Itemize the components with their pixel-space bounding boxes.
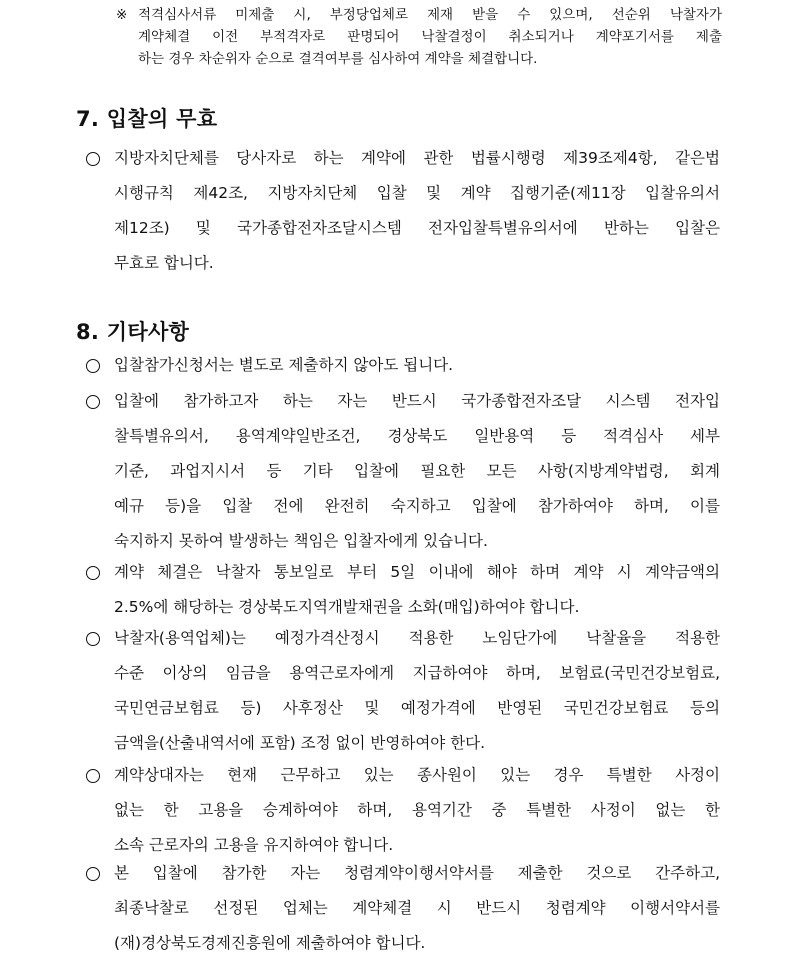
circle-bullet-icon	[86, 769, 100, 783]
section-8-heading: 8. 기타사항	[76, 320, 190, 344]
item-line: 수준 이상의 임금을 용역근로자에게 지급하여야 하며, 보험료(국민건강보험료,	[114, 664, 720, 682]
item-line: 계약 체결은 낙찰자 통보일로 부터 5일 이내에 해야 하며 계약 시 계약금액의	[114, 563, 720, 581]
item-line: 본 입찰에 참가한 자는 청렴계약이행서약서를 제출한 것으로 간주하고,	[114, 864, 720, 882]
note-line: 하는 경우 차순위자 순으로 결격여부를 심사하여 계약을 체결합니다.	[138, 51, 538, 67]
item-line: 소속 근로자의 고용을 유지하여야 합니다.	[114, 836, 394, 854]
item-line: 국민연금보험료 등) 사후정산 및 예정가격에 반영된 국민건강보험료 등의	[114, 699, 720, 717]
circle-bullet-icon	[86, 632, 100, 646]
item-line: 입찰에 참가하고자 하는 자는 반드시 국가종합전자조달 시스템 전자입	[114, 392, 720, 410]
item-line: (재)경상북도경제진흥원에 제출하여야 합니다.	[114, 934, 426, 952]
section-7-heading: 7. 입찰의 무효	[76, 107, 218, 131]
reference-mark-icon: ※	[116, 7, 128, 23]
item-line: 낙찰자(용역업체)는 예정가격산정시 적용한 노임단가에 낙찰율을 적용한	[114, 629, 720, 647]
section-8-item-6	[86, 863, 720, 968]
item-line: 입찰참가신청서는 별도로 제출하지 않아도 됩니다.	[114, 356, 454, 374]
item-line: 예규 등)을 입찰 전에 완전히 숙지하고 입찰에 참가하여야 하며, 이를	[114, 497, 720, 515]
circle-bullet-icon	[86, 566, 100, 580]
item-line: 없는 한 고용을 승계하여야 하며, 용역기간 중 특별한 사정이 없는 한	[114, 801, 720, 819]
circle-bullet-icon	[86, 395, 100, 409]
section-7-item-1	[86, 148, 720, 288]
item-line: 기준, 과업지시서 등 기타 입찰에 필요한 모든 사항(지방계약법령, 회계	[114, 462, 720, 480]
item-line: 2.5%에 해당하는 경상북도지역개발채권을 소화(매입)하여야 합니다.	[114, 598, 580, 616]
circle-bullet-icon	[86, 867, 100, 881]
circle-bullet-icon	[86, 359, 100, 373]
section-8-item-4	[86, 628, 720, 768]
disqualification-note	[116, 4, 722, 70]
item-line: 제12조) 및 국가종합전자조달시스템 전자입찰특별유의서에 반하는 입찰은	[114, 219, 720, 237]
item-line: 최종낙찰로 선정된 업체는 계약체결 시 반드시 청렴계약 이행서약서를	[114, 899, 720, 917]
section-8-item-5	[86, 765, 720, 870]
note-line: 적격심사서류 미제출 시, 부정당업체로 제재 받을 수 있으며, 선순위 낙찰자가	[138, 7, 722, 23]
item-line: 시행규칙 제42조, 지방자치단체 입찰 및 계약 집행기준(제11장 입찰유의서	[114, 184, 720, 202]
section-8-item-1	[86, 355, 720, 390]
section-8-item-3	[86, 562, 720, 632]
item-line: 숙지하지 못하여 발생하는 책임은 입찰자에게 있습니다.	[114, 532, 488, 550]
item-line: 찰특별유의서, 용역계약일반조건, 경상북도 일반용역 등 적격심사 세부	[114, 427, 720, 445]
item-line: 무효로 합니다.	[114, 254, 214, 272]
item-line: 금액을(산출내역서에 포함) 조정 없이 반영하여야 한다.	[114, 734, 486, 752]
circle-bullet-icon	[86, 152, 100, 166]
item-line: 지방자치단체를 당사자로 하는 계약에 관한 법률시행령 제39조제4항, 같은법	[114, 149, 720, 167]
section-8-item-2	[86, 391, 720, 566]
note-line: 계약체결 이전 부적격자로 판명되어 낙찰결정이 취소되거나 계약포기서를 제출	[138, 29, 722, 45]
item-line: 계약상대자는 현재 근무하고 있는 종사원이 있는 경우 특별한 사정이	[114, 766, 720, 784]
